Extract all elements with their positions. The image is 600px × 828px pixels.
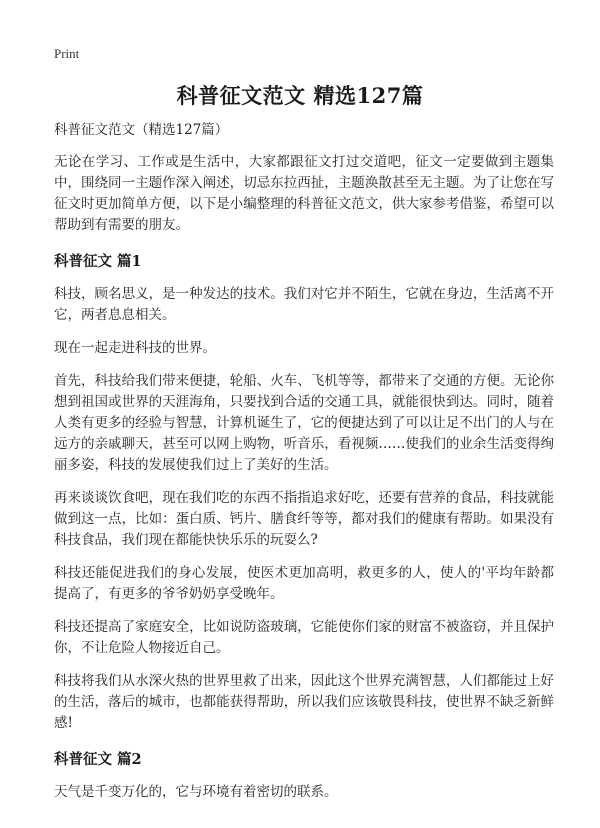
paragraph: 现在一起走进科技的世界。 [54, 340, 216, 356]
article-subtitle: 科普征文范文（精选127篇） [54, 122, 229, 138]
print-link[interactable]: Print [54, 46, 80, 61]
paragraph: 再来谈谈饮食吧，现在我们吃的东西不指指追求好吃，还要有营养的食品，科技就能做到这一点，比如：蛋白质、钙片、膳食纤等等，都对我们的健康有帮助。如果没有科技食品，我们现在都能快快乐乐的玩耍么? [54, 490, 554, 548]
section-heading-1: 科普征文 篇1 [54, 253, 142, 270]
section-heading-2: 科普征文 篇2 [54, 751, 142, 768]
paragraph: 科技还能促进我们的身心发展，使医术更加高明，救更多的人，使人的'平均年龄都提高了，有更多的爷爷奶奶享受晚年。 [54, 565, 554, 602]
paragraph: 科技还提高了家庭安全，比如说防盗玻璃，它能使你们家的财富不被盗窃，并且保护你，不让危险人物接近自己。 [54, 619, 554, 656]
paragraph: 科技，顾名思义，是一种发达的技术。我们对它并不陌生，它就在身边，生活离不开它，两者息息相关。 [54, 286, 554, 323]
paragraph: 科技将我们从水深火热的世界里救了出来，因此这个世界充满智慧，人们都能过上好的生活，落后的城市，也都能获得帮助，所以我们应该敬畏科技，使世界不缺乏新鲜感! [54, 673, 554, 731]
paragraph: 首先，科技给我们带来便捷，轮船、火车、飞机等等，都带来了交通的方便。无论你想到祖国或世界的天涯海角，只要找到合适的交通工具，就能很快到达。同时，随着人类有更多的经验与智慧，计算机诞生了，它的便捷达到了可以让足不出门的人与在远方的亲戚聊天，甚至可以网上购物，听音乐，看视频……使我们的业余生活变得绚丽多姿，科技的发展使我们过上了美好的生活。 [54, 373, 554, 473]
paragraph: 天气是千变万化的，它与环境有着密切的联系。 [54, 784, 338, 800]
page-title: 科普征文范文 精选127篇 [176, 83, 424, 108]
article-body [54, 120, 554, 815]
intro-paragraph: 无论在学习、工作或是生活中，大家都跟征文打过交道吧，征文一定要做到主题集中，围绕同一主题作深入阐述，切忌东拉西扯，主题涣散甚至无主题。为了让您在写征文时更加简单方便，以下是小编整理的科普征文范文，供大家参考借鉴，希望可以帮助到有需要的朋友。 [54, 154, 554, 233]
